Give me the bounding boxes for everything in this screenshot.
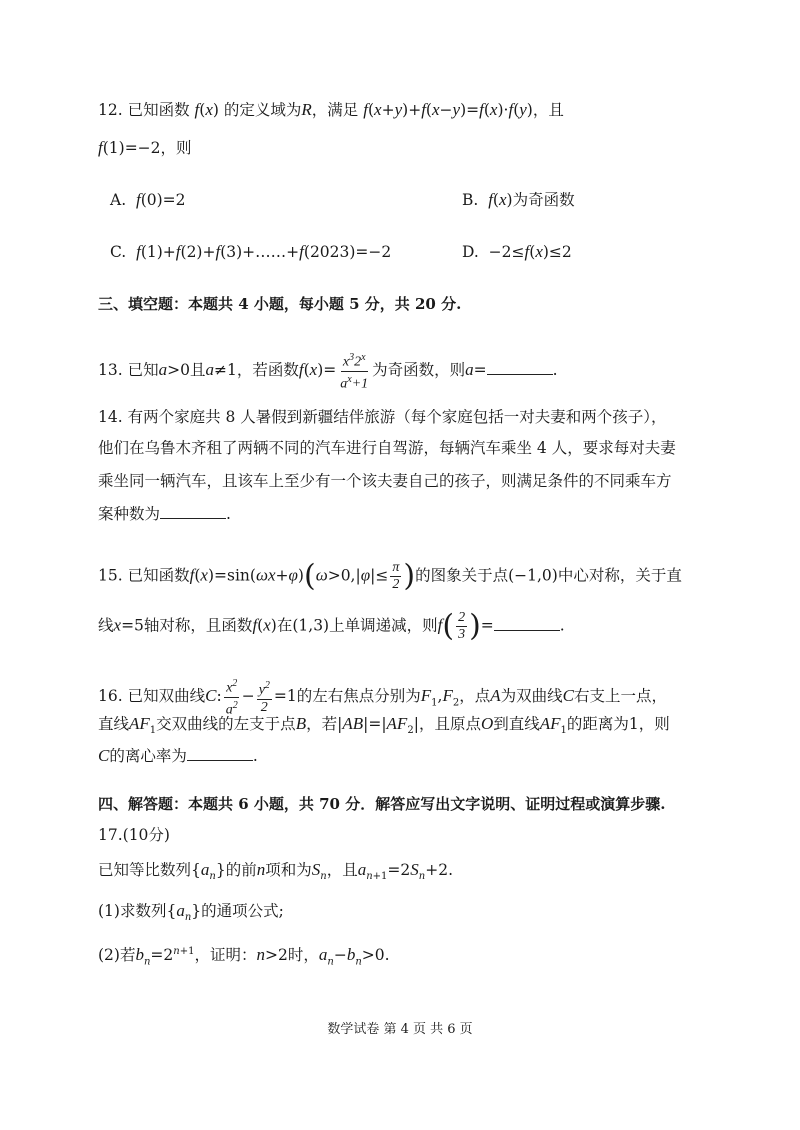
q14-line3: 乘坐同一辆汽车，且该车上至少有一个该夫妻自己的孩子，则满足条件的不同乘车方 bbox=[98, 472, 672, 490]
section-4-heading: 四、解答题：本题共 6 小题，共 70 分．解答应写出文字说明、证明过程或演算步骤. bbox=[98, 795, 666, 813]
section-3-heading: 三、填空题：本题共 4 小题，每小题 5 分，共 20 分. bbox=[98, 295, 462, 313]
q14-line4: 案种数为 . bbox=[98, 505, 231, 523]
q17-stem: 已知等比数列$\{a_n\}$的前n项和为$S_n$，且$a_{n+1}=2S_n+2$. bbox=[98, 860, 454, 883]
q14-answer-blank bbox=[160, 503, 226, 519]
q17-part1: (1)求数列$\{a_n\}$的通项公式; bbox=[98, 901, 284, 924]
q16-line1: 16. 已知双曲线C: $\frac{x^2}{a^2}$ − $\frac{y^2}{2}$ =1的左右焦点分别为$F_1,F_2$，点A为双曲线C右支上一点， bbox=[98, 678, 668, 718]
q17-part2: (2)若$b_n=2^{n+1}$，证明：n>2时，$a_n-b_n>0$. bbox=[98, 945, 390, 968]
q12-option-b: B. f(x)为奇函数 bbox=[462, 190, 575, 209]
q14-line1: 14. 有两个家庭共 8 人暑假到新疆结伴旅游（每个家庭包括一对夫妻和两个孩子）， bbox=[98, 408, 667, 426]
q15-line1: 15. 已知函数f(x)=sin(ωx+φ)(ω>0,|φ|≤ $\frac{\pi}{2}$ )的图象关于点(−1,0)中心对称，关于直 bbox=[98, 558, 682, 594]
page-footer: 数学试卷 第 4 页 共 6 页 bbox=[327, 1022, 473, 1037]
q16-answer-blank bbox=[187, 745, 253, 761]
q12-option-d: D. −2≤f(x)≤2 bbox=[462, 242, 572, 261]
q13-fraction: $\frac{x^32^x}{a^x+1}$ bbox=[340, 352, 369, 392]
q16-line3: C的离心率为 . bbox=[98, 746, 258, 765]
q12-option-a: A. f(0)=2 bbox=[110, 190, 186, 209]
q16-line2: 直线$AF_1$交双曲线的左支于点B，若$|AB|=|AF_2|$，且原点O到直线$AF_1$的距离为1，则 bbox=[98, 714, 670, 737]
q17-header: 17.(10分) bbox=[98, 826, 170, 844]
q12-line2: f(1)=−2，则 bbox=[98, 138, 192, 157]
q12-option-c: C. f(1)+f(2)+f(3)+……+f(2023)=−2 bbox=[110, 242, 392, 261]
q15-answer-blank bbox=[494, 615, 560, 631]
q15-line2: 线x=5轴对称，且函数f(x)在(1,3)上单调递减，则f( $\frac{2}{3}$ )= . bbox=[98, 608, 565, 644]
q14-line2: 他们在乌鲁木齐租了两辆不同的汽车进行自驾游，每辆汽车乘坐 4 人，要求每对夫妻 bbox=[98, 439, 676, 457]
q13: 13. 已知a>0且a≠1，若函数f(x)= $\frac{x^32^x}{a^x+1}$ 为奇函数，则a= . bbox=[98, 352, 558, 392]
q12-line1: 12. 已知函数 f(x) 的定义域为R，满足 f(x+y)+f(x−y)=f(x)·f(y)，且 bbox=[98, 100, 564, 119]
q12-number: 12. bbox=[98, 101, 123, 119]
q13-answer-blank bbox=[487, 359, 553, 375]
